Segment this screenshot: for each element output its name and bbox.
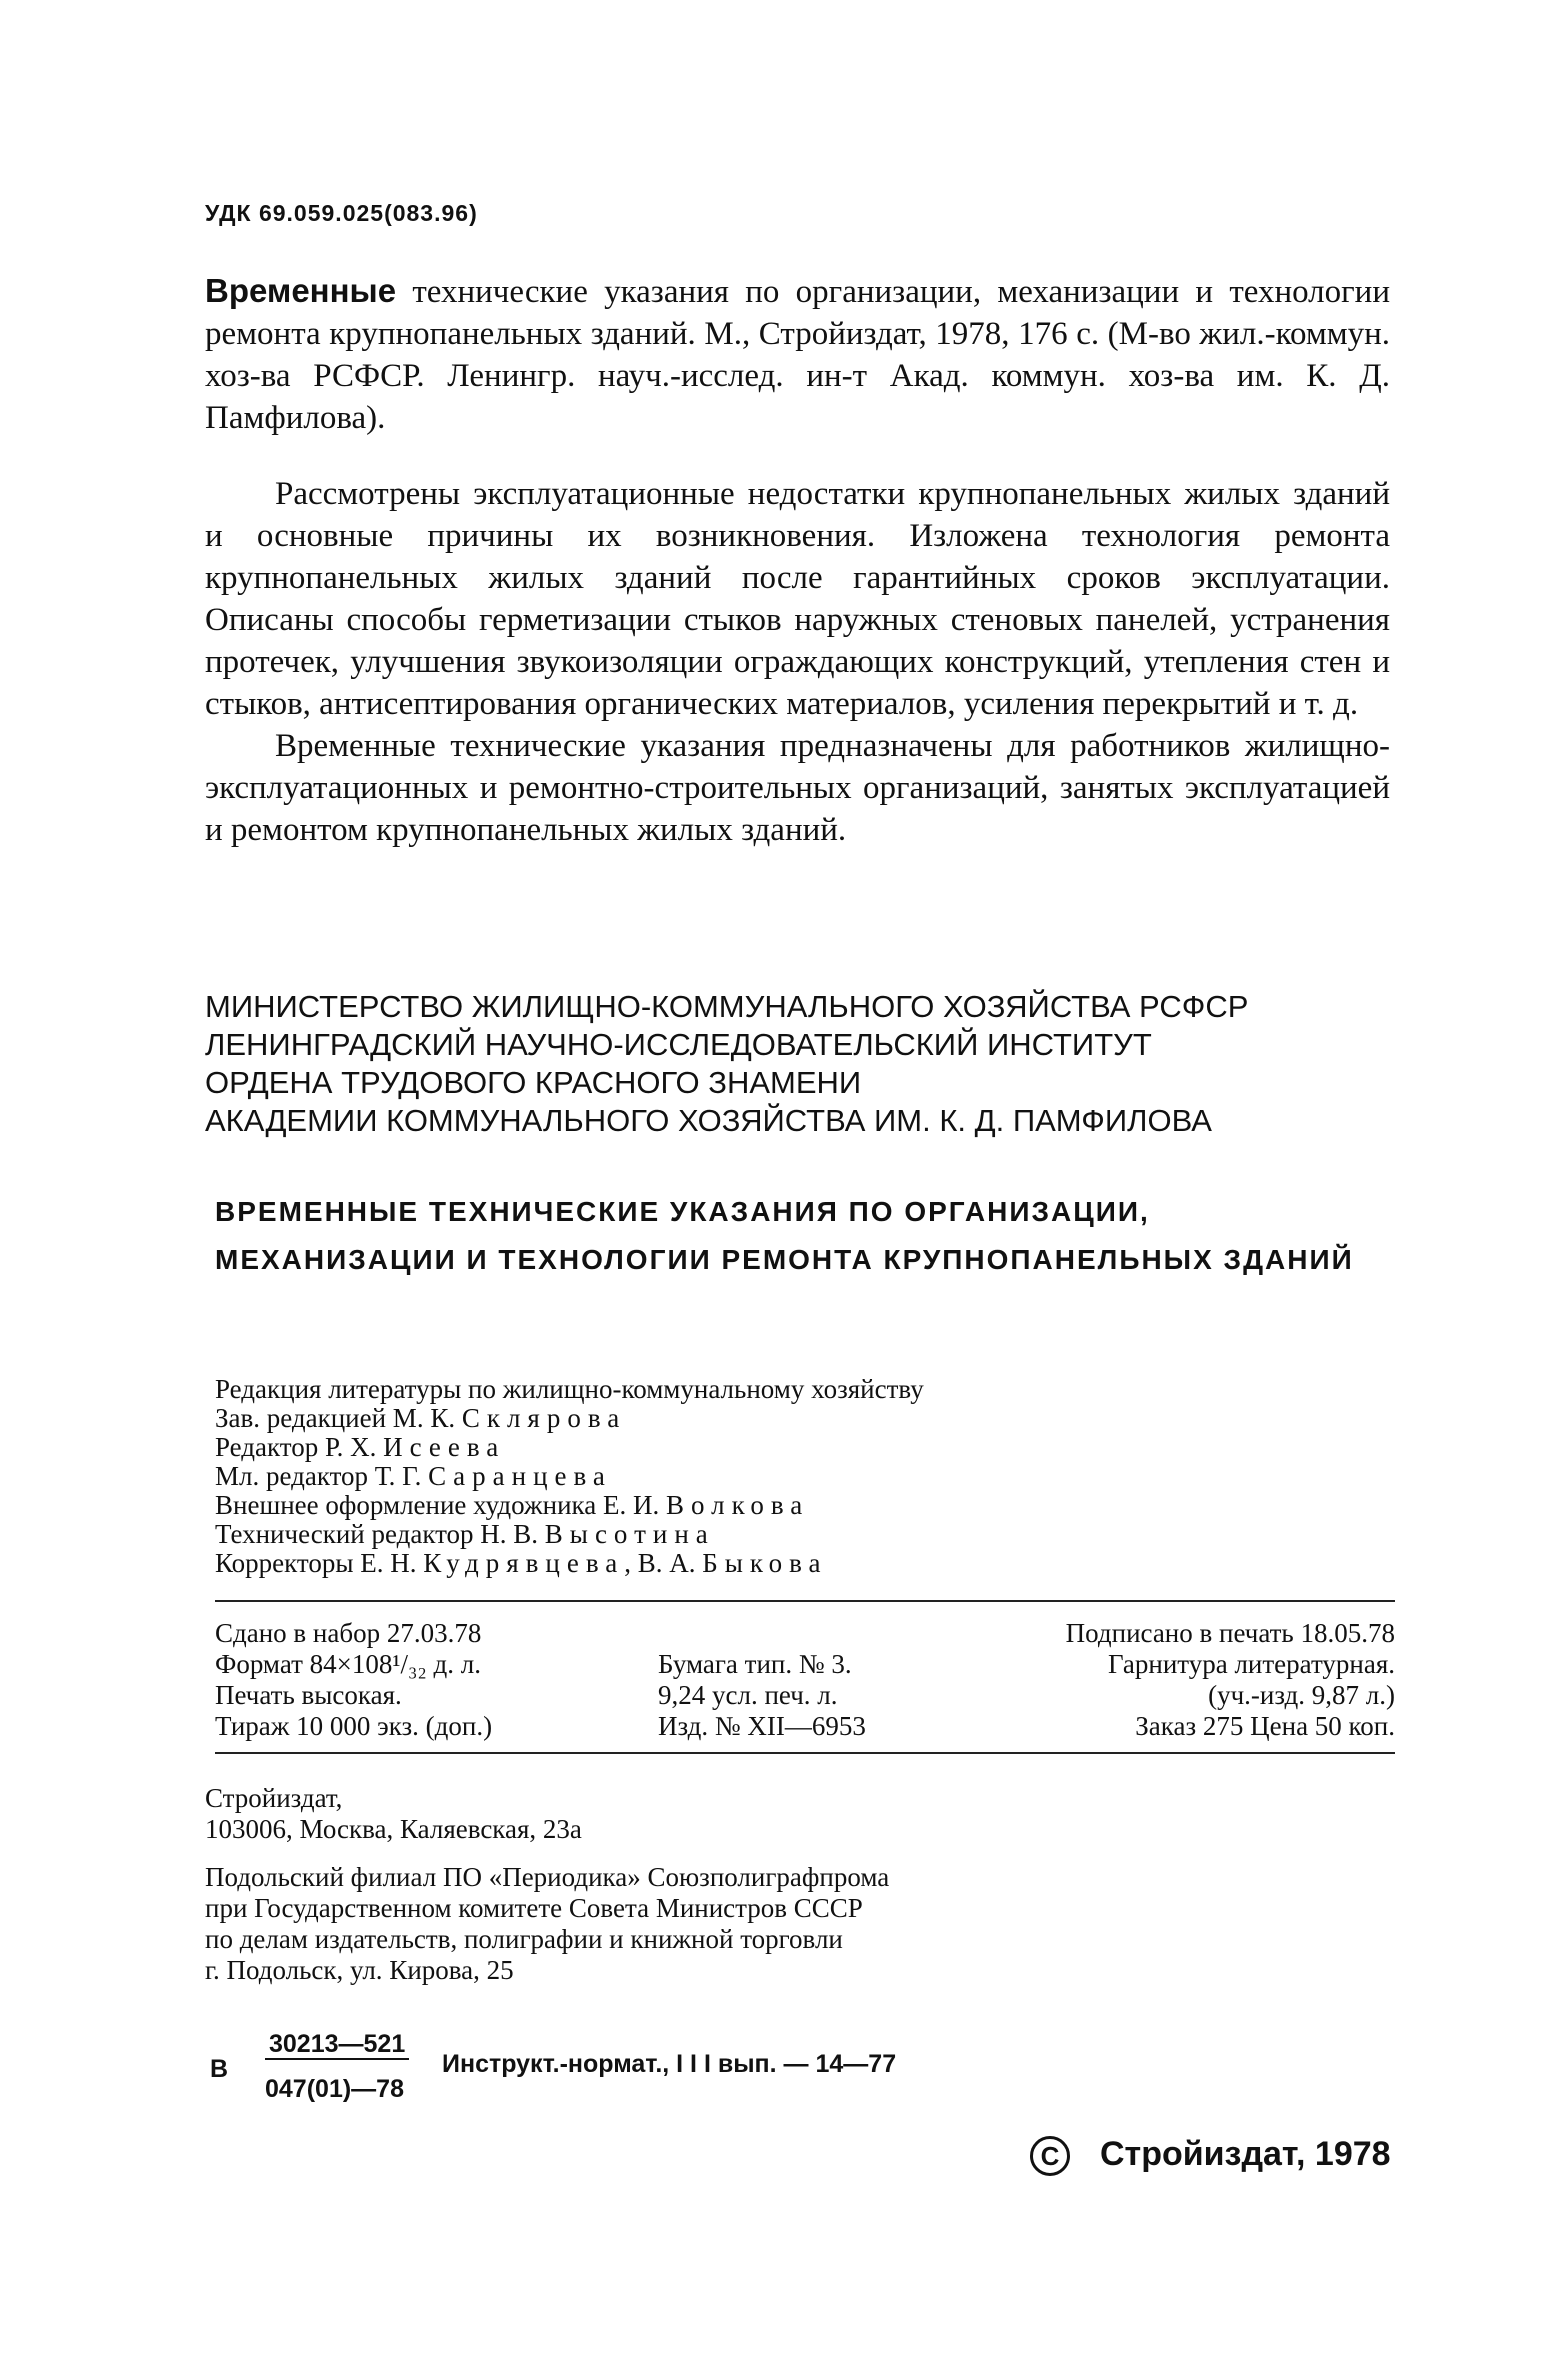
credit-name: Высотина	[544, 1519, 715, 1549]
publisher-address	[205, 1783, 582, 1845]
imprint-line: Изд. № XII—6953	[658, 1711, 866, 1741]
credit-separator: , В. А.	[624, 1548, 696, 1578]
copyright-text: Стройиздат, 1978	[1100, 2135, 1391, 2173]
udk-code: УДК 69.059.025(083.96)	[205, 200, 478, 226]
credit-role: Технический редактор Н. В.	[215, 1519, 539, 1549]
imprint-line: Гарнитура литературная.	[1107, 1649, 1395, 1679]
imprint-line: Печать высокая.	[215, 1680, 402, 1710]
printer-line: г. Подольск, ул. Кирова, 25	[205, 1955, 514, 1985]
publisher-line: Стройиздат,	[205, 1783, 343, 1813]
credit-line	[215, 1462, 924, 1491]
imprint-column-3	[935, 1618, 1395, 1742]
credit-name: Быкова	[702, 1548, 828, 1578]
divider-bottom	[215, 1752, 1395, 1754]
credit-name: Волкова	[665, 1490, 810, 1520]
bibliographic-lead: Временные	[205, 272, 397, 309]
credit-name: Исеева	[383, 1432, 506, 1462]
index-series: Инструкт.-нормат., I I I вып. — 14—77	[442, 2050, 897, 2078]
imprint-column-2	[658, 1649, 866, 1742]
ministry-line: АКАДЕМИИ КОММУНАЛЬНОГО ХОЗЯЙСТВА ИМ. К. Д. ПАМФИЛОВА	[205, 1103, 1212, 1138]
imprint-line: Заказ 275 Цена 50 коп.	[1135, 1711, 1395, 1741]
ministry-line: МИНИСТЕРСТВО ЖИЛИЩНО-КОММУНАЛЬНОГО ХОЗЯЙСТВА РСФСР	[205, 989, 1249, 1024]
bibliographic-text: технические указания по организации, механизации и технологии ремонта крупнопанельных зданий. М., Стройиздат, 1978, 176 с. (М-во жил.-коммун. хоз-ва РСФСР. Ленингр. науч.-исслед. ин-т Акад. коммун. хоз-ва им. К. Д. Памфилова).	[205, 274, 1390, 436]
imprint-line: (уч.-изд. 9,87 л.)	[1208, 1680, 1395, 1710]
imprint-line: Сдано в набор 27.03.78	[215, 1618, 482, 1648]
credit-role: Корректоры Е. Н.	[215, 1548, 417, 1578]
imprint-line: 9,24 усл. печ. л.	[658, 1680, 838, 1710]
imprint-line: Формат 84×108¹/₃₂ д. л.	[215, 1649, 482, 1679]
credit-role: Мл. редактор Т. Г.	[215, 1461, 422, 1491]
ministry-line: ЛЕНИНГРАДСКИЙ НАУЧНО-ИССЛЕДОВАТЕЛЬСКИЙ ИНСТИТУТ	[205, 1027, 1152, 1062]
bibliographic-description	[205, 270, 1390, 439]
credit-line	[215, 1491, 924, 1520]
printer-line: при Государственном комитете Совета Министров СССР	[205, 1893, 863, 1923]
credit-name: Саранцева	[428, 1461, 612, 1491]
imprint-line: Тираж 10 000 экз. (доп.)	[215, 1711, 493, 1741]
ministry-header	[205, 988, 1405, 1140]
imprint-line: Бумага тип. № 3.	[658, 1649, 852, 1679]
publisher-line: 103006, Москва, Каляевская, 23а	[205, 1814, 582, 1844]
annotation-paragraph-1: Рассмотрены эксплуатационные недостатки крупнопанельных жилых зданий и основные причины их возникновения. Изложена технология ремонта крупнопанельных жилых зданий после гарантийных сроков эксплуатации. Описаны способы герметизации стыков наружных стеновых панелей, устранения протечек, улучшения звукоизоляции ограждающих конструкций, утепления стен и стыков, антисептирования органических материалов, усиления перекрытий и т. д.	[205, 476, 1390, 722]
credit-role: Редактор Р. Х.	[215, 1432, 377, 1462]
imprint-line: Подписано в печать 18.05.78	[1065, 1618, 1395, 1648]
index-denominator: 047(01)—78	[265, 2075, 404, 2103]
credit-line	[215, 1520, 924, 1549]
index-numerator: 30213—521	[265, 2030, 409, 2060]
credit-name: Склярова	[461, 1403, 627, 1433]
printer-line: по делам издательств, полиграфии и книжной торговли	[205, 1924, 843, 1954]
credit-line	[215, 1549, 924, 1578]
ministry-line: ОРДЕНА ТРУДОВОГО КРАСНОГО ЗНАМЕНИ	[205, 1065, 862, 1100]
copyright-icon: C	[1030, 2136, 1070, 2176]
index-letter: В	[210, 2055, 229, 2083]
credit-role: Зав. редакцией М. К.	[215, 1403, 456, 1433]
credit-line	[215, 1433, 924, 1462]
copyright-notice	[1030, 2135, 1391, 2176]
imprint-column-1	[215, 1618, 492, 1742]
index-fraction	[265, 2030, 409, 2059]
editorial-office: Редакция литературы по жилищно-коммунальному хозяйству	[215, 1374, 924, 1404]
credits-block	[215, 1375, 924, 1578]
printer-address	[205, 1862, 889, 1986]
printer-line: Подольский филиал ПО «Периодика» Союзполиграфпрома	[205, 1862, 890, 1892]
annotation-paragraph-2: Временные технические указания предназначены для работников жилищно-эксплуатационных и ремонтно-строительных организаций, занятых эксплуатацией и ремонтом крупнопанельных жилых зданий.	[205, 728, 1390, 848]
book-title: ВРЕМЕННЫЕ ТЕХНИЧЕСКИЕ УКАЗАНИЯ ПО ОРГАНИЗАЦИИ, МЕХАНИЗАЦИИ И ТЕХНОЛОГИИ РЕМОНТА КРУПНОПАНЕЛЬНЫХ ЗДАНИЙ	[215, 1196, 1354, 1275]
divider-top	[215, 1600, 1395, 1602]
credit-line	[215, 1404, 924, 1433]
credit-role: Внешнее оформление художника Е. И.	[215, 1490, 660, 1520]
credit-name: Кудрявцева	[423, 1548, 625, 1578]
